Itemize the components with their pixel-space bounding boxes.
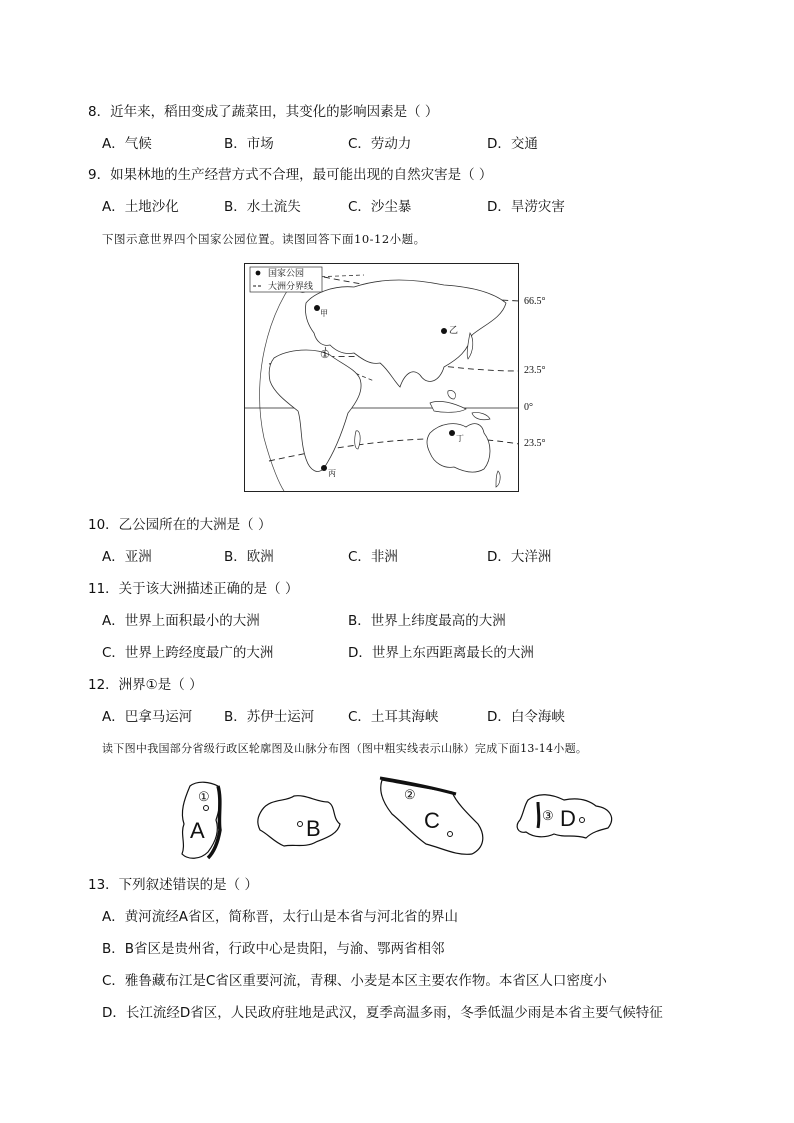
mountain-3-line — [538, 802, 539, 828]
question-10-stem: 10．乙公园所在的大洲是（ ） — [88, 517, 272, 533]
park-yi-dot — [441, 328, 447, 334]
question-8-stem: 8．近年来，稻田变成了蔬菜田，其变化的影响因素是（ ） — [88, 104, 439, 120]
q9-option-b: B．水土流失 — [224, 199, 301, 215]
q12-option-d: D．白令海峡 — [487, 709, 565, 725]
q8-option-a: A．气候 — [102, 136, 152, 152]
province-b-outline — [258, 796, 340, 846]
boundary-mark-1: ① — [320, 349, 330, 361]
q10-option-a: A．亚洲 — [102, 549, 152, 565]
lat-label-23s: 23.5° — [524, 438, 546, 449]
province-mark-2: ② — [404, 788, 416, 803]
q8-option-c: C．劳动力 — [348, 136, 412, 152]
q12-option-c: C．土耳其海峡 — [348, 709, 439, 725]
legend-boundary-label: 大洲分界线 — [268, 282, 314, 292]
province-label-d: D — [560, 806, 576, 831]
q12-option-a: A．巴拿马运河 — [102, 709, 193, 725]
world-map — [244, 263, 519, 492]
q11-option-b: B．世界上纬度最高的大洲 — [348, 613, 506, 629]
q13-option-b: B．B省区是贵州省，行政中心是贵阳，与渝、鄂两省相邻 — [102, 941, 445, 957]
world-map-figure — [244, 263, 519, 492]
q9-option-c: C．沙尘暴 — [348, 199, 412, 215]
legend-park-label: 国家公园 — [268, 269, 305, 279]
q10-option-c: C．非洲 — [348, 549, 398, 565]
legend-park-dot — [256, 271, 261, 276]
park-ding-dot — [449, 430, 455, 436]
q13-option-d: D．长江流经D省区，人民政府驻地是武汉，夏季高温多雨，冬季低温少雨是本省主要气候特征 — [102, 1005, 663, 1021]
q13-option-a: A．黄河流经A省区，简称晋，太行山是本省与河北省的界山 — [102, 909, 458, 925]
q9-option-d: D．旱涝灾害 — [487, 199, 565, 215]
q10-option-b: B．欧洲 — [224, 549, 274, 565]
lat-label-23n: 23.5° — [524, 365, 546, 376]
question-11-stem: 11．关于该大洲描述正确的是（ ） — [88, 581, 299, 597]
park-bing-label: 丙 — [328, 469, 336, 478]
province-label-c: C — [424, 808, 440, 833]
lat-label-66: 66.5° — [524, 296, 546, 307]
question-12-stem: 12．洲界①是（ ） — [88, 677, 203, 693]
map-intro-text: 下图示意世界四个国家公园位置。读图回答下面10-12小题。 — [102, 232, 426, 246]
park-bing-dot — [321, 465, 327, 471]
province-label-b: B — [306, 816, 321, 841]
q13-option-c: C．雅鲁藏布江是C省区重要河流，青稞、小麦是本区主要农作物。本省区人口密度小 — [102, 973, 607, 989]
province-mark-1: ① — [198, 790, 210, 805]
q8-option-b: B．市场 — [224, 136, 274, 152]
q9-option-a: A．土地沙化 — [102, 199, 179, 215]
question-13-stem: 13．下列叙述错误的是（ ） — [88, 877, 258, 893]
q11-option-c: C．世界上跨经度最广的大洲 — [102, 645, 274, 661]
park-ding-label: 丁 — [456, 434, 464, 443]
park-yi-label: 乙 — [449, 325, 459, 335]
question-9-stem: 9．如果林地的生产经营方式不合理，最可能出现的自然灾害是（ ） — [88, 167, 493, 183]
q11-option-a: A．世界上面积最小的大洲 — [102, 613, 260, 629]
province-label-a: A — [190, 818, 205, 843]
lat-label-0: 0° — [524, 402, 533, 413]
province-mark-3: ③ — [542, 809, 554, 824]
q12-option-b: B．苏伊士运河 — [224, 709, 315, 725]
q8-option-d: D．交通 — [487, 136, 538, 152]
q11-option-d: D．世界上东西距离最长的大洲 — [348, 645, 534, 661]
q10-option-d: D．大洋洲 — [487, 549, 552, 565]
park-jia-label: 甲 — [320, 309, 328, 318]
province-intro-text: 读下图中我国部分省级行政区轮廓图及山脉分布图（图中粗实线表示山脉）完成下面13-14小题。 — [102, 742, 588, 755]
